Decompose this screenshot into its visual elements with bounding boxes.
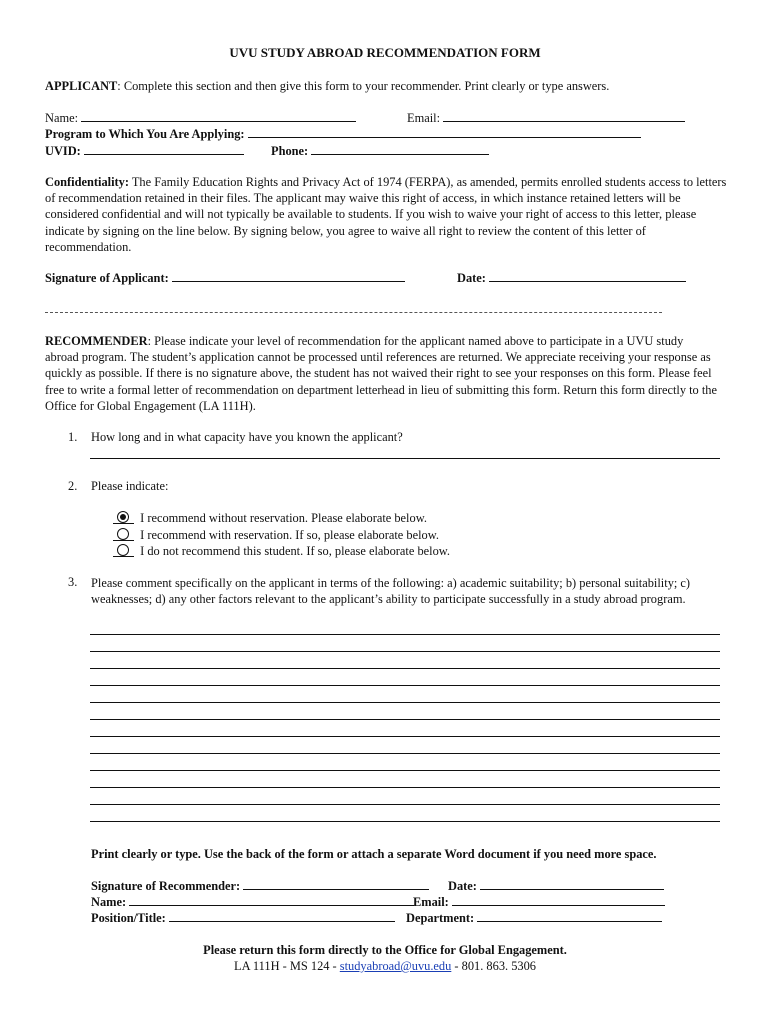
department-field[interactable] [477,910,662,922]
recommender-signature-label: Signature of Recommender: [91,879,241,893]
email-row [407,110,685,126]
confidentiality-heading: Confidentiality: [45,175,129,189]
q3-answer-line[interactable] [90,651,720,652]
option-label: I do not recommend this student. If so, please elaborate below. [140,544,451,558]
applicant-instructions: : Complete this section and then give this form to your recommender. Print clearly or type answers. [117,79,610,93]
print-note: Print clearly or type. Use the back of the form or attach a separate Word document if you need more space. [91,847,657,861]
q3-answer-line[interactable] [90,770,720,771]
position-label: Position/Title: [91,911,166,925]
q3-answer-line[interactable] [90,634,720,635]
recommender-name-field[interactable] [129,894,414,906]
department-label: Department: [406,911,475,925]
recommender-signature-field[interactable] [243,878,429,890]
recommender-email-label: Email: [413,895,449,909]
q3-answer-line[interactable] [90,753,720,754]
recommender-instructions: : Please indicate your level of recommendation for the applicant named above to participate in a UVU study abroad program. The student’s application cannot be processed until references are returned. We appreciate receiving your response as quickly as possible. If there is no signature above, the student has not waived their right to see your responses on this form. Please feel free to write a formal letter of recommendation on department letterhead in lieu of submitting this form. Return this form directly to the Office for Global Engagement (LA 111H). [45,334,717,413]
applicant-signature-row [45,270,405,286]
phone-text: - 801. 863. 5306 [451,959,536,973]
department-row [406,910,662,926]
recommender-date-field[interactable] [480,878,664,890]
applicant-name-label: Name: [45,111,79,125]
position-field[interactable] [169,910,395,922]
applicant-heading: APPLICANT [45,79,118,93]
uvid-label: UVID: [45,144,81,158]
radio-icon[interactable] [117,528,129,540]
confidentiality-paragraph [45,174,727,255]
name-row [45,110,356,126]
uvid-field[interactable] [84,143,244,155]
email-link[interactable]: studyabroad@uvu.edu [339,959,452,973]
q3-answer-line[interactable] [90,787,720,788]
recommender-signature-row [91,878,429,894]
confidentiality-text: The Family Education Rights and Privacy Act of 1974 (FERPA), as amended, permits enrolled students access to letters of recommendation retained in their files. The applicant may waive this right of access, in which instance retained letters will be considered confidential and will not typically be available to students. If you wish to waive your right of access to this letter, please indicate by signing on the line below. By signing below, you agree to waive all right to review the content of this letter of recommendation. [45,175,727,254]
program-label: Program to Which You Are Applying: [45,127,245,141]
option-label: I recommend with reservation. If so, please elaborate below. [140,528,439,542]
address-text: LA 111H - MS 124 - [234,959,340,973]
q2-text: Please indicate: [91,479,169,493]
uvid-row [45,143,244,159]
applicant-intro [45,79,609,94]
q3-answer-line[interactable] [90,719,720,720]
q1-answer-line[interactable] [90,458,720,459]
q3-number: 3. [68,575,78,589]
q3-text: Please comment specifically on the applicant in terms of the following: a) academic suitability; b) personal suitability; c) weaknesses; d) any other factors relevant to the applicant’s ability to participate successfully in a study abroad program. [91,576,691,607]
contact-line [0,959,770,974]
phone-row [271,143,489,159]
option-with-reservation[interactable] [113,527,439,543]
recommender-date-label: Date: [448,879,477,893]
recommender-date-row [448,878,664,894]
option-without-reservation[interactable] [113,510,427,526]
form-title: UVU STUDY ABROAD RECOMMENDATION FORM [229,45,541,60]
applicant-date-label: Date: [457,271,486,285]
applicant-signature-field[interactable] [172,270,405,282]
radio-selected-icon[interactable] [117,511,129,523]
program-field[interactable] [248,126,641,138]
option-do-not-recommend[interactable] [113,543,450,559]
recommender-email-row [413,894,665,910]
q3-answer-line[interactable] [90,736,720,737]
recommender-heading: RECOMMENDER [45,334,148,348]
phone-label: Phone: [271,144,309,158]
recommender-name-label: Name: [91,895,127,909]
applicant-date-row [457,270,686,286]
applicant-date-field[interactable] [489,270,686,282]
applicant-email-field[interactable] [443,110,685,122]
return-note: Please return this form directly to the Office for Global Engagement. [203,943,567,957]
phone-field[interactable] [311,143,489,155]
program-row [45,126,641,142]
recommender-paragraph [45,333,717,414]
radio-icon[interactable] [117,544,129,556]
q3-answer-line[interactable] [90,702,720,703]
applicant-email-label: Email: [407,111,441,125]
recommender-name-row [91,894,414,910]
q3-answer-line[interactable] [90,668,720,669]
applicant-name-field[interactable] [81,110,356,122]
option-label: I recommend without reservation. Please elaborate below. [140,511,427,525]
q3-answer-line[interactable] [90,821,720,822]
position-row [91,910,395,926]
q1-text: How long and in what capacity have you known the applicant? [91,430,403,444]
section-divider [45,312,662,313]
recommender-email-field[interactable] [452,894,665,906]
applicant-signature-label: Signature of Applicant: [45,271,169,285]
q1-number: 1. [68,430,78,444]
q2-number: 2. [68,479,78,493]
q3-answer-line[interactable] [90,804,720,805]
q3-answer-line[interactable] [90,685,720,686]
